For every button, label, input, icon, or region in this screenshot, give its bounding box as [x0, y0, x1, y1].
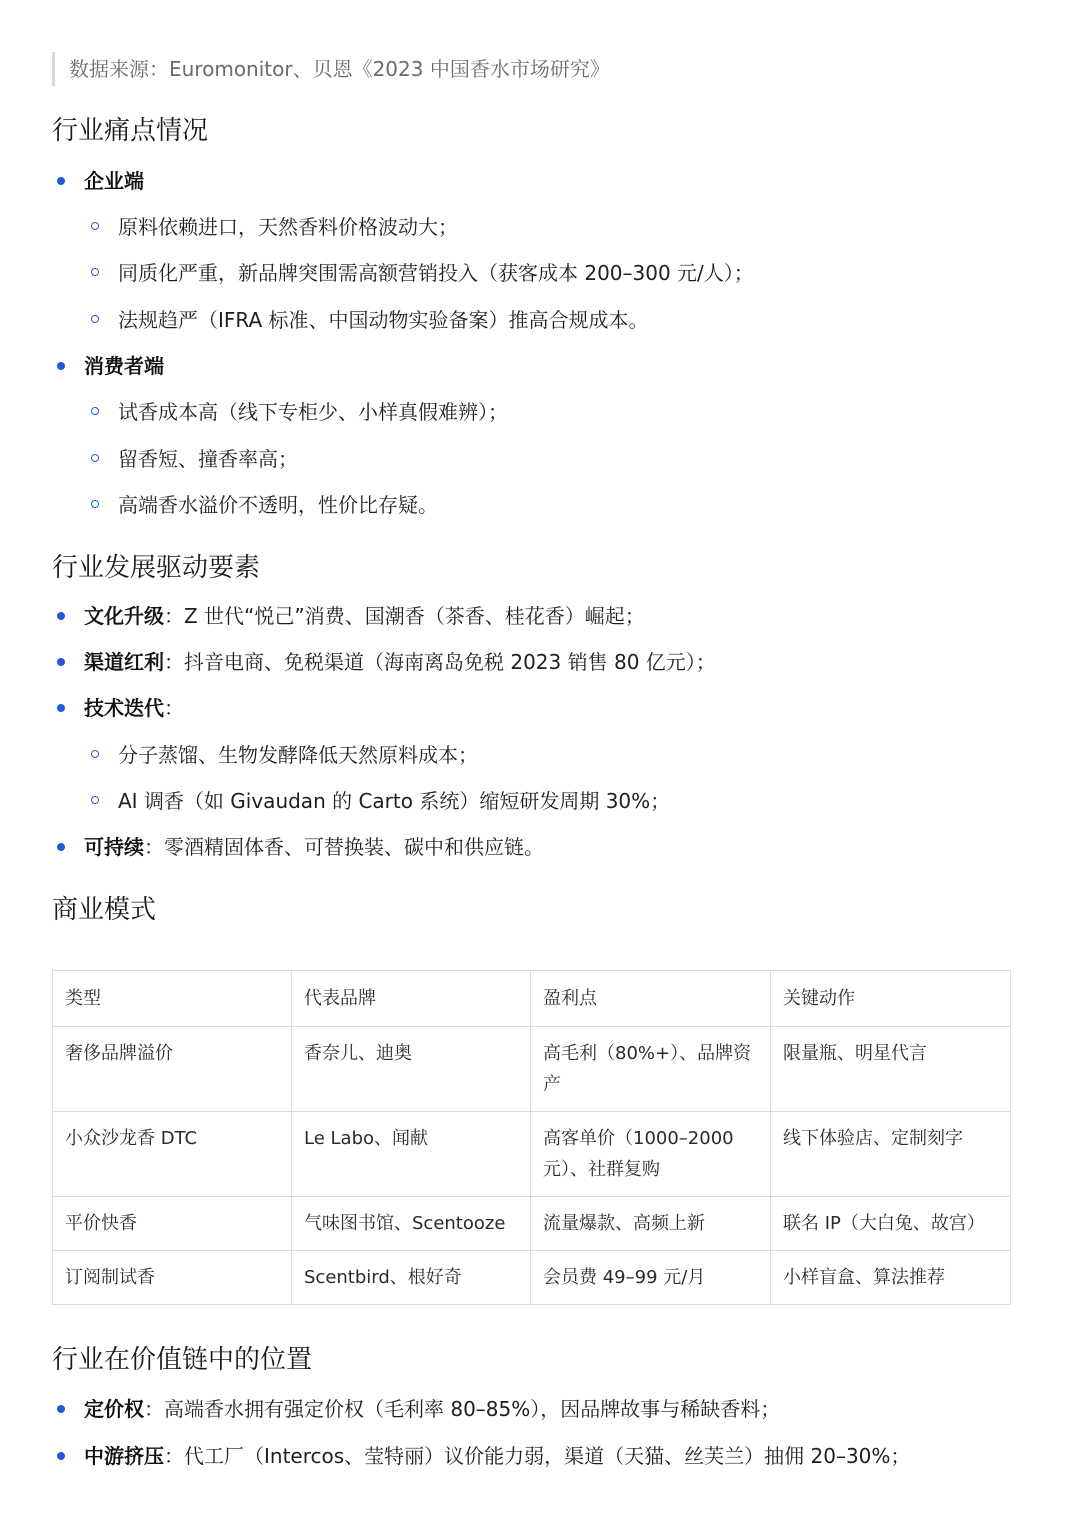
sub-bullet-icon: [91, 407, 99, 415]
item-label: 渠道红利: [84, 650, 164, 674]
item-text: ：代工厂（Intercos、莹特丽）议价能力弱，渠道（天猫、丝芙兰）抽佣 20–30%；: [164, 1444, 911, 1468]
column-header: 类型: [53, 971, 292, 1027]
bullet-icon: [57, 1405, 65, 1413]
list-item: 试香成本高（线下专柜少、小样真假难辨）；: [118, 400, 508, 424]
list-item: [84, 1394, 780, 1424]
column-header: 盈利点: [531, 971, 771, 1027]
list-item: [84, 647, 716, 677]
list-item: 原料依赖进口，天然香料价格波动大；: [118, 215, 458, 239]
table-cell: Le Labo、闻献: [292, 1112, 531, 1197]
list-item: [84, 832, 544, 862]
list-item: [84, 1441, 910, 1471]
table-cell: 限量瓶、明星代言: [771, 1027, 1011, 1112]
list-item: [84, 693, 184, 723]
table-cell: 联名 IP（大白兔、故宫）: [771, 1197, 1011, 1251]
column-header: 代表品牌: [292, 971, 531, 1027]
table-cell: 气味图书馆、Scentooze: [292, 1197, 531, 1251]
item-text: ：抖音电商、免税渠道（海南离岛免税 2023 销售 80 亿元）；: [164, 650, 716, 674]
table-cell: 平价快香: [53, 1197, 292, 1251]
table-cell: 流量爆款、高频上新: [531, 1197, 771, 1251]
item-label: 定价权: [84, 1397, 144, 1421]
list-item: AI 调香（如 Givaudan 的 Carto 系统）缩短研发周期 30%；: [118, 789, 671, 813]
item-label: 可持续: [84, 835, 144, 859]
list-item: 留香短、撞香率高；: [118, 447, 298, 471]
table-cell: 高毛利（80%+）、品牌资产: [531, 1027, 771, 1112]
heading-drivers: 行业发展驱动要素: [52, 553, 261, 583]
bullet-icon: [57, 843, 65, 851]
sub-bullet-icon: [91, 750, 99, 758]
table-cell: 高客单价（1000–2000 元）、社群复购: [531, 1112, 771, 1197]
list-item: 高端香水溢价不透明，性价比存疑。: [118, 493, 438, 517]
item-label: 文化升级: [84, 604, 164, 628]
list-item: 分子蒸馏、生物发酵降低天然原料成本；: [118, 743, 478, 767]
bullet-icon: [57, 658, 65, 666]
sub-bullet-icon: [91, 796, 99, 804]
table-cell: 小样盲盒、算法推荐: [771, 1251, 1011, 1305]
item-text: ：高端香水拥有强定价权（毛利率 80–85%），因品牌故事与稀缺香料；: [144, 1397, 781, 1421]
bullet-icon: [57, 704, 65, 712]
table-cell: 小众沙龙香 DTC: [53, 1112, 292, 1197]
list-item: [84, 601, 645, 631]
table-row: [53, 1112, 1011, 1197]
table-cell: 订阅制试香: [53, 1251, 292, 1305]
business-model-table: [52, 970, 1011, 1305]
table-cell: 线下体验店、定制刻字: [771, 1112, 1011, 1197]
sub-bullet-icon: [91, 500, 99, 508]
sub-bullet-icon: [91, 315, 99, 323]
sub-bullet-icon: [91, 268, 99, 276]
bullet-icon: [57, 1452, 65, 1460]
list-item: 同质化严重，新品牌突围需高额营销投入（获客成本 200–300 元/人）；: [118, 261, 754, 285]
sub-bullet-icon: [91, 222, 99, 230]
table-cell: 奢侈品牌溢价: [53, 1027, 292, 1112]
pain-group-enterprise-label: 企业端: [84, 169, 144, 193]
item-label: 技术迭代: [84, 696, 164, 720]
list-item: 法规趋严（IFRA 标准、中国动物实验备案）推高合规成本。: [118, 308, 649, 332]
table-header-row: [53, 971, 1011, 1027]
heading-pain-points: 行业痛点情况: [52, 116, 209, 146]
table-cell: Scentbird、根好奇: [292, 1251, 531, 1305]
item-text: ：Z 世代“悦己”消费、国潮香（茶香、桂花香）崛起；: [164, 604, 645, 628]
table-row: [53, 1197, 1011, 1251]
bullet-icon: [57, 177, 65, 185]
item-label: 中游挤压: [84, 1444, 164, 1468]
table-row: [53, 1027, 1011, 1112]
heading-business-model: 商业模式: [52, 895, 157, 925]
table-row: [53, 1251, 1011, 1305]
table-cell: 会员费 49–99 元/月: [531, 1251, 771, 1305]
sub-bullet-icon: [91, 454, 99, 462]
pain-group-consumer-label: 消费者端: [84, 354, 164, 378]
heading-value-chain: 行业在价值链中的位置: [52, 1345, 313, 1375]
table-cell: 香奈儿、迪奥: [292, 1027, 531, 1112]
source-note: 数据来源：Euromonitor、贝恩《2023 中国香水市场研究》: [52, 52, 610, 86]
column-header: 关键动作: [771, 971, 1011, 1027]
bullet-icon: [57, 362, 65, 370]
bullet-icon: [57, 612, 65, 620]
item-text: ：: [164, 696, 184, 720]
item-text: ：零酒精固体香、可替换装、碳中和供应链。: [144, 835, 544, 859]
